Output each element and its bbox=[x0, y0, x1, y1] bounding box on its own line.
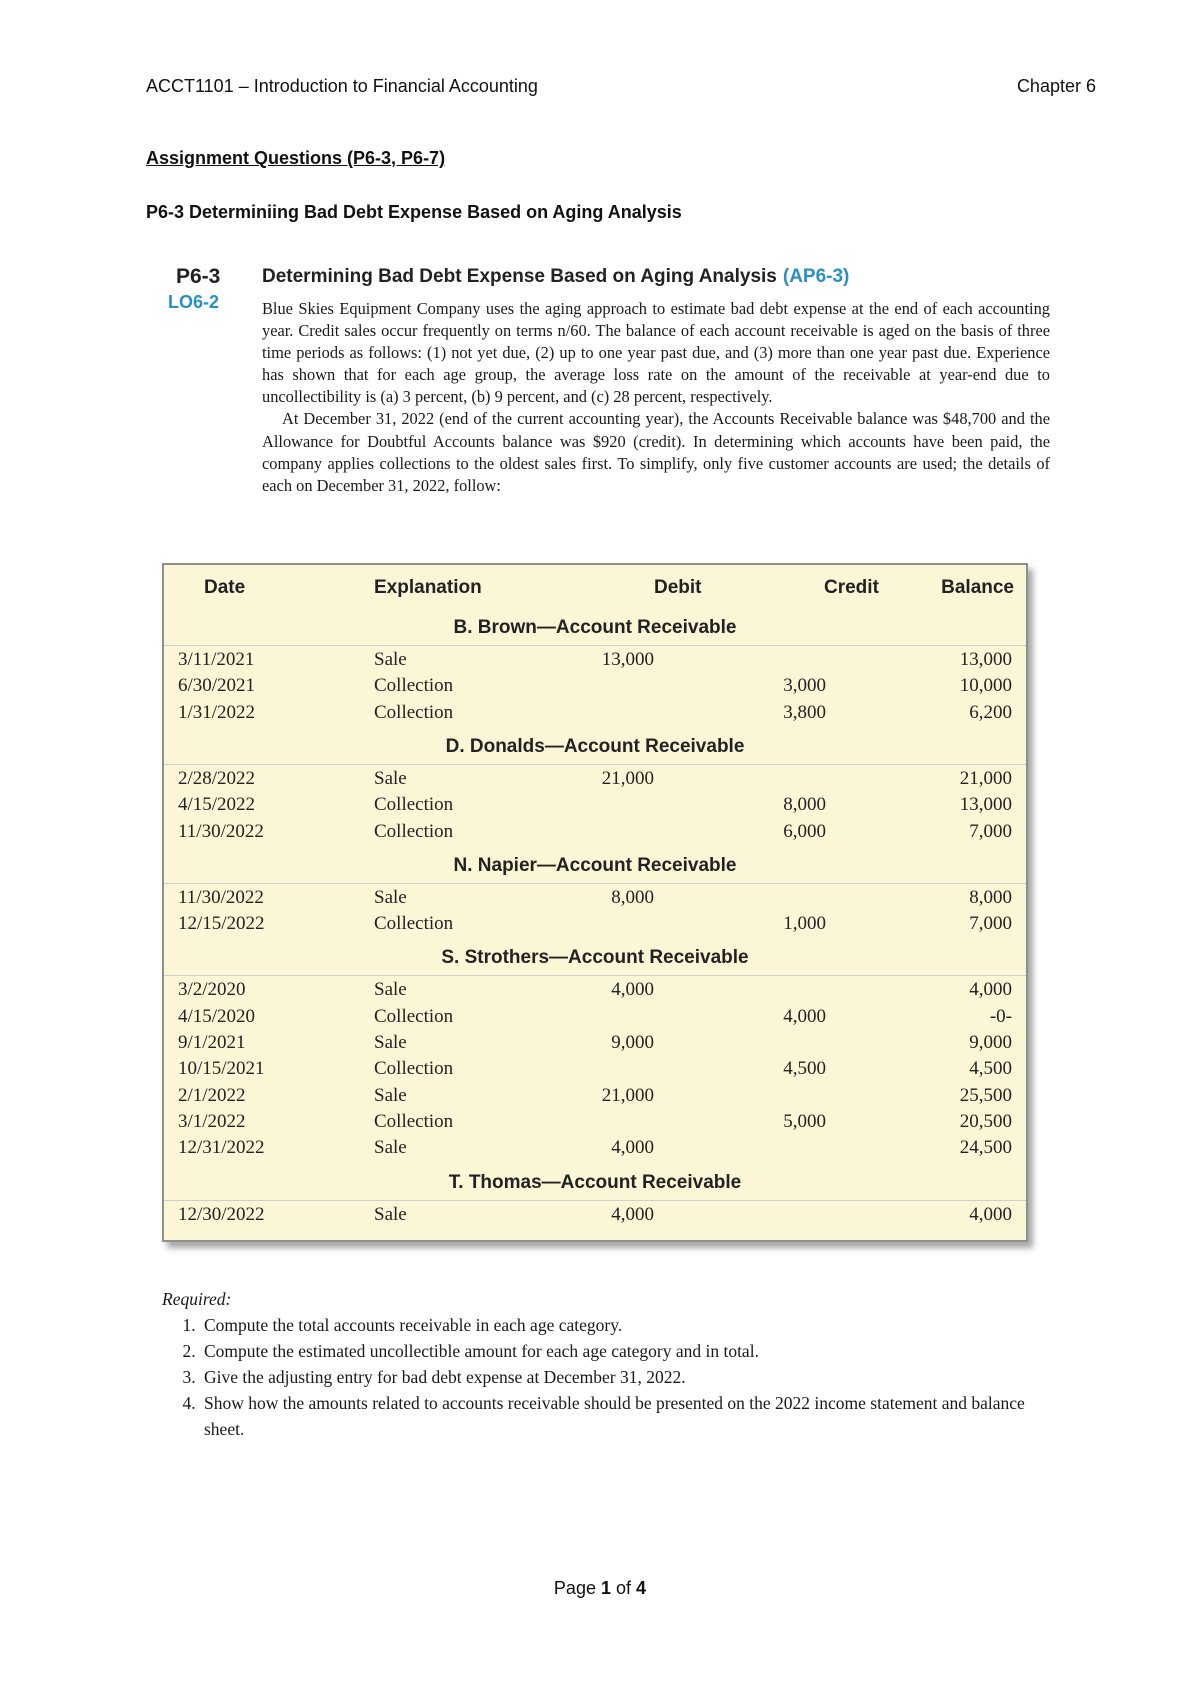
ledger-section-header bbox=[164, 611, 1026, 641]
ledger-section-header bbox=[164, 1166, 1026, 1196]
problem-body bbox=[262, 298, 1050, 497]
entry-debit: 21,000 bbox=[601, 1084, 654, 1106]
ledger-row bbox=[164, 702, 1026, 728]
column-header-debit: Debit bbox=[654, 577, 702, 598]
course-header: ACCT1101 – Introduction to Financial Accounting bbox=[146, 76, 538, 96]
entry-date: 12/30/2022 bbox=[178, 1203, 265, 1225]
entry-explanation: Collection bbox=[374, 1005, 454, 1027]
required-list bbox=[162, 1312, 1042, 1442]
ledger-row bbox=[164, 1204, 1026, 1230]
entry-credit: 4,000 bbox=[783, 1005, 826, 1027]
page-footer bbox=[0, 1578, 1200, 1599]
entry-explanation: Collection bbox=[374, 913, 454, 935]
ledger-row bbox=[164, 913, 1026, 939]
entry-explanation: Sale bbox=[374, 1137, 407, 1159]
entry-explanation: Collection bbox=[374, 794, 454, 816]
required-section bbox=[162, 1286, 1042, 1442]
entry-date: 12/31/2022 bbox=[178, 1137, 265, 1159]
entry-balance: 9,000 bbox=[969, 1032, 1012, 1053]
footer-of-word: of bbox=[616, 1578, 632, 1598]
entry-explanation: Collection bbox=[374, 675, 454, 697]
problem-title-text: Determining Bad Debt Expense Based on Aging Analysis bbox=[262, 266, 777, 287]
entry-debit: 13,000 bbox=[601, 649, 654, 670]
entry-credit: 3,000 bbox=[783, 675, 826, 697]
entry-explanation: Sale bbox=[374, 979, 407, 1001]
entry-balance: 20,500 bbox=[959, 1110, 1012, 1132]
footer-page-number: 1 bbox=[600, 1578, 611, 1598]
entry-date: 9/1/2021 bbox=[178, 1032, 246, 1053]
ledger-row bbox=[164, 794, 1026, 820]
required-item: 3. Give the adjusting entry for bad debt expense at December 31, 2022. bbox=[200, 1364, 1042, 1390]
entry-date: 3/1/2022 bbox=[178, 1110, 246, 1132]
column-header-credit: Credit bbox=[824, 577, 879, 598]
entry-date: 2/28/2022 bbox=[178, 767, 256, 789]
problem-paragraph-1: Blue Skies Equipment Company uses the aging approach to estimate bad debt expense at the end of each accounting year. Credit sales occur frequently on terms n/60. The balance of each account receivable is aged on the basis of three time periods as follows: (1) not yet due, (2) up to one year past due, and (3) more than one year past due. Experience has shown that for each age group, the average loss rate on the amount of the receivable at year-end due to uncollectibility is (a) 3 percent, (b) 9 percent, and (c) 28 percent, respectively. bbox=[262, 299, 1050, 407]
account-title: S. Strothers—Account Receivable bbox=[441, 947, 749, 969]
entry-explanation: Sale bbox=[374, 1084, 407, 1106]
section-divider bbox=[164, 1200, 1026, 1201]
ledger-row bbox=[164, 821, 1026, 847]
ledger-section-header bbox=[164, 941, 1026, 971]
entry-date: 3/11/2021 bbox=[178, 649, 255, 670]
footer-page-word: Page bbox=[553, 1578, 596, 1598]
entry-balance: 10,000 bbox=[959, 675, 1012, 697]
required-item: 4. Show how the amounts related to accounts receivable should be presented on the 2022 income statement and balance sheet. bbox=[200, 1390, 1042, 1442]
entry-balance: 24,500 bbox=[959, 1137, 1012, 1159]
assignment-title: Assignment Questions (P6-3, P6-7) bbox=[146, 148, 446, 168]
entry-credit: 1,000 bbox=[783, 913, 826, 935]
entry-date: 3/2/2020 bbox=[178, 979, 246, 1001]
ledger-row bbox=[164, 1137, 1026, 1163]
entry-date: 11/30/2022 bbox=[178, 820, 264, 842]
entry-debit: 9,000 bbox=[611, 1032, 654, 1053]
entry-explanation: Sale bbox=[374, 1032, 407, 1053]
ledger-row bbox=[164, 979, 1026, 1005]
entry-date: 2/1/2022 bbox=[178, 1084, 246, 1106]
entry-credit: 4,500 bbox=[783, 1058, 826, 1080]
ledger-row bbox=[164, 887, 1026, 913]
entry-credit: 6,000 bbox=[783, 820, 826, 842]
entry-balance: -0- bbox=[989, 1005, 1012, 1027]
entry-explanation: Sale bbox=[374, 886, 407, 908]
entry-balance: 13,000 bbox=[959, 794, 1012, 816]
entry-balance: 7,000 bbox=[969, 820, 1012, 842]
entry-balance: 13,000 bbox=[959, 649, 1012, 670]
entry-date: 6/30/2021 bbox=[178, 675, 256, 697]
entry-explanation: Sale bbox=[374, 649, 407, 670]
entry-explanation: Collection bbox=[374, 820, 454, 842]
entry-date: 12/15/2022 bbox=[178, 913, 265, 935]
ledger-section-header bbox=[164, 730, 1026, 760]
entry-date: 4/15/2020 bbox=[178, 1005, 256, 1027]
ledger-row bbox=[164, 1032, 1026, 1058]
entry-debit: 4,000 bbox=[611, 979, 654, 1001]
column-header-balance: Balance bbox=[941, 577, 1014, 598]
ledger-section-header bbox=[164, 849, 1026, 879]
problem-reference: (AP6-3) bbox=[782, 266, 850, 287]
learning-objective: LO6-2 bbox=[168, 292, 220, 312]
entry-explanation: Sale bbox=[374, 767, 407, 789]
entry-debit: 8,000 bbox=[611, 886, 654, 908]
required-label: Required: bbox=[162, 1289, 232, 1309]
account-title: B. Brown—Account Receivable bbox=[453, 617, 737, 638]
entry-debit: 21,000 bbox=[601, 767, 654, 789]
column-header-date: Date bbox=[204, 577, 246, 598]
entry-balance: 25,500 bbox=[959, 1084, 1012, 1106]
ledger-row bbox=[164, 768, 1026, 794]
ledger-row bbox=[164, 1058, 1026, 1084]
entry-date: 11/30/2022 bbox=[178, 886, 264, 908]
ledger-row bbox=[164, 1111, 1026, 1137]
account-title: D. Donalds—Account Receivable bbox=[445, 735, 745, 757]
problem-title bbox=[262, 266, 849, 288]
entry-explanation: Collection bbox=[374, 1110, 454, 1132]
entry-explanation: Collection bbox=[374, 1058, 454, 1080]
entry-explanation: Collection bbox=[374, 701, 454, 723]
entry-credit: 8,000 bbox=[783, 794, 826, 816]
section-divider bbox=[164, 975, 1026, 976]
problem-heading: P6-3 Determiniing Bad Debt Expense Based on Aging Analysis bbox=[146, 202, 682, 222]
ledger-row bbox=[164, 1085, 1026, 1111]
entry-debit: 4,000 bbox=[611, 1137, 654, 1159]
footer-page-total: 4 bbox=[636, 1578, 647, 1598]
entry-date: 10/15/2021 bbox=[178, 1058, 265, 1080]
problem-paragraph-2: At December 31, 2022 (end of the current accounting year), the Accounts Receivable balance was $48,700 and the Allowance for Doubtful Accounts balance was $920 (credit). In determining which accounts have been paid, the company applies collections to the oldest sales first. To simplify, only five customer accounts are used; the details of each on December 31, 2022, follow: bbox=[262, 409, 1050, 495]
section-divider bbox=[164, 883, 1026, 884]
entry-date: 1/31/2022 bbox=[178, 701, 256, 723]
entry-balance: 21,000 bbox=[959, 767, 1012, 789]
required-item: 2. Compute the estimated uncollectible amount for each age category and in total. bbox=[200, 1338, 1042, 1364]
ledger-row bbox=[164, 1006, 1026, 1032]
section-divider bbox=[164, 645, 1026, 646]
entry-credit: 5,000 bbox=[783, 1110, 826, 1132]
required-item: 1. Compute the total accounts receivable in each age category. bbox=[200, 1312, 1042, 1338]
ledger-row bbox=[164, 649, 1026, 675]
entry-balance: 7,000 bbox=[969, 913, 1012, 935]
ledger-row bbox=[164, 675, 1026, 701]
entry-balance: 6,200 bbox=[969, 701, 1012, 723]
entry-balance: 4,000 bbox=[969, 1203, 1012, 1225]
entry-balance: 4,500 bbox=[969, 1058, 1012, 1080]
chapter-header: Chapter 6 bbox=[1016, 76, 1096, 96]
section-divider bbox=[164, 764, 1026, 765]
column-header-explanation: Explanation bbox=[374, 577, 482, 598]
problem-number: P6-3 bbox=[176, 265, 221, 288]
entry-explanation: Sale bbox=[374, 1203, 407, 1225]
account-title: N. Napier—Account Receivable bbox=[453, 854, 737, 876]
entry-balance: 8,000 bbox=[969, 886, 1012, 908]
entry-debit: 4,000 bbox=[611, 1203, 654, 1225]
entry-credit: 3,800 bbox=[783, 701, 826, 723]
entry-balance: 4,000 bbox=[969, 979, 1012, 1001]
ledger-table bbox=[162, 563, 1028, 1242]
entry-date: 4/15/2022 bbox=[178, 794, 256, 816]
account-title: T. Thomas—Account Receivable bbox=[448, 1171, 742, 1193]
